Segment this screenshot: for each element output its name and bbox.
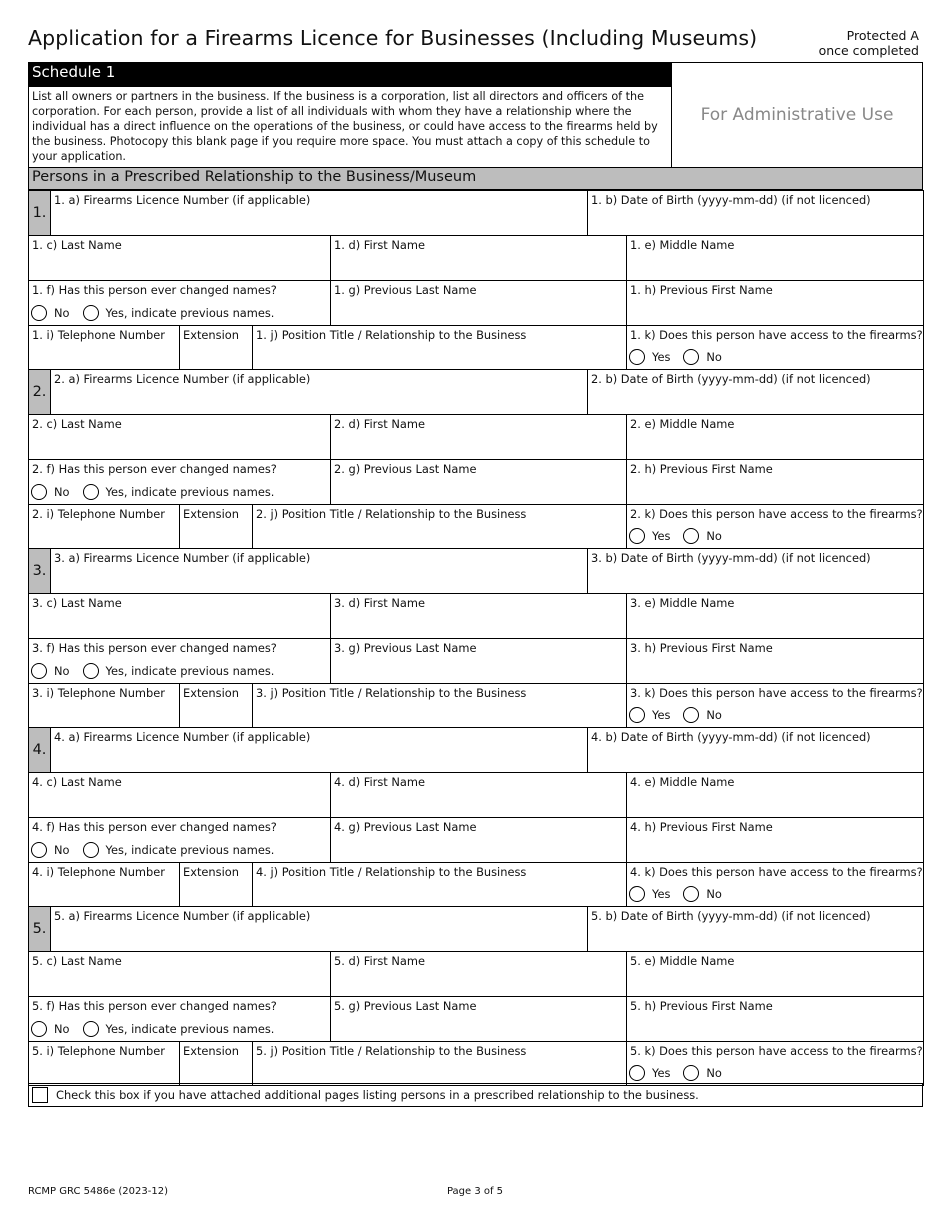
- person-5-extension-field-label: Extension: [183, 1044, 239, 1058]
- person-1-changed-names-options: [31, 305, 287, 321]
- person-1-middle-name-field-label: 1. e) Middle Name: [630, 238, 735, 252]
- person-5-number: 5.: [28, 906, 51, 952]
- person-4-middle-name-field[interactable]: [626, 772, 924, 818]
- person-3-number: 3.: [28, 548, 51, 594]
- person-4-previous-last-name-field[interactable]: [330, 817, 627, 863]
- person-3-previous-last-name-field[interactable]: [330, 638, 627, 684]
- person-5-firearms-access-label: 5. k) Does this person have access to the firearms?: [630, 1044, 923, 1058]
- person-3-licence-field-label: 3. a) Firearms Licence Number (if applicable): [54, 551, 311, 565]
- person-3-dob-field[interactable]: [587, 548, 924, 594]
- person-2-dob-field-label: 2. b) Date of Birth (yyyy-mm-dd) (if not licenced): [591, 372, 871, 386]
- person-4-previous-last-name-field-label: 4. g) Previous Last Name: [334, 820, 477, 834]
- person-1-licence-field-label: 1. a) Firearms Licence Number (if applicable): [54, 193, 311, 207]
- person-2-number: 2.: [28, 369, 51, 415]
- form-title: Application for a Firearms Licence for Businesses (Including Museums): [28, 26, 758, 50]
- person-2-licence-field[interactable]: [50, 369, 588, 415]
- person-4-telephone-field-label: 4. i) Telephone Number: [32, 865, 165, 879]
- person-5-changed-yes-label: Yes, indicate previous names.: [105, 1022, 275, 1036]
- person-1-access-yes-radio[interactable]: [629, 349, 645, 365]
- person-5-licence-field-label: 5. a) Firearms Licence Number (if applicable): [54, 909, 311, 923]
- person-1-access-options: [629, 349, 735, 365]
- person-1-number: 1.: [28, 190, 51, 236]
- person-5-access-no-label: No: [706, 1066, 722, 1080]
- person-4-firearms-access-label: 4. k) Does this person have access to the firearms?: [630, 865, 923, 879]
- person-1-changed-yes-label: Yes, indicate previous names.: [105, 306, 275, 320]
- person-3-last-name-field-label: 3. c) Last Name: [32, 596, 122, 610]
- person-5-first-name-field[interactable]: [330, 951, 627, 997]
- person-2-access-yes-radio[interactable]: [629, 528, 645, 544]
- person-2-changed-no-radio[interactable]: [31, 484, 47, 500]
- person-2-changed-no-label: No: [54, 485, 70, 499]
- person-2-access-options: [629, 528, 735, 544]
- person-3-licence-field[interactable]: [50, 548, 588, 594]
- person-1-changed-no-label: No: [54, 306, 70, 320]
- person-2-firearms-access-label: 2. k) Does this person have access to the firearms?: [630, 507, 923, 521]
- person-3-first-name-field[interactable]: [330, 593, 627, 639]
- person-5-changed-no-label: No: [54, 1022, 70, 1036]
- person-3-changed-yes-label: Yes, indicate previous names.: [105, 664, 275, 678]
- person-3-first-name-field-label: 3. d) First Name: [334, 596, 425, 610]
- person-2-first-name-field[interactable]: [330, 414, 627, 460]
- person-1-changed-names-label: 1. f) Has this person ever changed names?: [32, 283, 277, 297]
- person-1-position-field-label: 1. j) Position Title / Relationship to the Business: [256, 328, 527, 342]
- person-4-licence-field-label: 4. a) Firearms Licence Number (if applicable): [54, 730, 311, 744]
- attached-pages-label: Check this box if you have attached additional pages listing persons in a prescribed relationship to the business.: [56, 1088, 699, 1102]
- person-5-licence-field[interactable]: [50, 906, 588, 952]
- person-3-last-name-field[interactable]: [28, 593, 331, 639]
- person-2-previous-first-name-field[interactable]: [626, 459, 924, 505]
- person-4-changed-no-radio[interactable]: [31, 842, 47, 858]
- person-1-first-name-field-label: 1. d) First Name: [334, 238, 425, 252]
- person-5-previous-first-name-field-label: 5. h) Previous First Name: [630, 999, 773, 1013]
- attached-pages-checkbox[interactable]: [32, 1087, 48, 1103]
- person-2-previous-last-name-field[interactable]: [330, 459, 627, 505]
- person-5-firearms-access: [626, 1041, 924, 1086]
- person-4-changed-names-label: 4. f) Has this person ever changed names?: [32, 820, 277, 834]
- person-4-access-no-label: No: [706, 887, 722, 901]
- person-4-changed-yes-label: Yes, indicate previous names.: [105, 843, 275, 857]
- person-4-dob-field-label: 4. b) Date of Birth (yyyy-mm-dd) (if not licenced): [591, 730, 871, 744]
- person-4-last-name-field[interactable]: [28, 772, 331, 818]
- person-1-changed-names: [28, 280, 331, 326]
- person-4-first-name-field-label: 4. d) First Name: [334, 775, 425, 789]
- person-1-telephone-field[interactable]: [28, 325, 180, 370]
- protected-notice: [819, 28, 919, 58]
- schedule-heading: Schedule 1: [28, 62, 671, 87]
- person-5-middle-name-field-label: 5. e) Middle Name: [630, 954, 735, 968]
- person-1-access-no-radio[interactable]: [683, 349, 699, 365]
- person-3-position-field-label: 3. j) Position Title / Relationship to the Business: [256, 686, 527, 700]
- person-5-access-yes-radio[interactable]: [629, 1065, 645, 1081]
- person-4-dob-field[interactable]: [587, 727, 924, 773]
- person-4-number: 4.: [28, 727, 51, 773]
- schedule-instructions: List all owners or partners in the business. If the business is a corporation, list all directors and officers of the corporation. For each person, provide a list of all individuals with whom they have a relationship where the individual has a direct influence on the operations of the business, or could have access to the firearms held by the business. Photocopy this blank page if you require more space. You must attach a copy of this schedule to your application.: [28, 87, 671, 167]
- page-number: Page 3 of 5: [446, 1186, 504, 1197]
- person-1-extension-field[interactable]: [179, 325, 253, 370]
- person-3-access-yes-radio[interactable]: [629, 707, 645, 723]
- person-4-changed-yes-radio[interactable]: [83, 842, 99, 858]
- person-2-middle-name-field-label: 2. e) Middle Name: [630, 417, 735, 431]
- person-2-position-field-label: 2. j) Position Title / Relationship to the Business: [256, 507, 527, 521]
- person-3-access-no-label: No: [706, 708, 722, 722]
- person-4-telephone-field[interactable]: [28, 862, 180, 907]
- person-3-position-field[interactable]: [252, 683, 627, 728]
- person-1-access-no-label: No: [706, 350, 722, 364]
- person-3-access-no-radio[interactable]: [683, 707, 699, 723]
- person-5-changed-names: [28, 996, 331, 1042]
- person-1-first-name-field[interactable]: [330, 235, 627, 281]
- person-4-middle-name-field-label: 4. e) Middle Name: [630, 775, 735, 789]
- person-5-middle-name-field[interactable]: [626, 951, 924, 997]
- person-2-dob-field[interactable]: [587, 369, 924, 415]
- person-1-dob-field[interactable]: [587, 190, 924, 236]
- person-2-last-name-field[interactable]: [28, 414, 331, 460]
- person-5-access-options: [629, 1065, 735, 1081]
- person-5-telephone-field-label: 5. i) Telephone Number: [32, 1044, 165, 1058]
- person-3-firearms-access-label: 3. k) Does this person have access to the firearms?: [630, 686, 923, 700]
- person-1-previous-last-name-field[interactable]: [330, 280, 627, 326]
- person-1-access-yes-label: Yes: [652, 350, 671, 364]
- person-2-changed-yes-radio[interactable]: [83, 484, 99, 500]
- person-1-last-name-field[interactable]: [28, 235, 331, 281]
- person-4-access-yes-label: Yes: [652, 887, 671, 901]
- person-4-access-options: [629, 886, 735, 902]
- person-4-previous-first-name-field[interactable]: [626, 817, 924, 863]
- person-1-telephone-field-label: 1. i) Telephone Number: [32, 328, 165, 342]
- person-1-middle-name-field[interactable]: [626, 235, 924, 281]
- person-3-changed-names-label: 3. f) Has this person ever changed names?: [32, 641, 277, 655]
- person-2-previous-first-name-field-label: 2. h) Previous First Name: [630, 462, 773, 476]
- person-2-firearms-access: [626, 504, 924, 549]
- person-3-changed-names-options: [31, 663, 287, 679]
- person-5-last-name-field-label: 5. c) Last Name: [32, 954, 122, 968]
- person-3-changed-no-label: No: [54, 664, 70, 678]
- person-3-access-yes-label: Yes: [652, 708, 671, 722]
- person-3-extension-field[interactable]: [179, 683, 253, 728]
- person-2-access-no-label: No: [706, 529, 722, 543]
- person-1-changed-yes-radio[interactable]: [83, 305, 99, 321]
- person-5-previous-last-name-field[interactable]: [330, 996, 627, 1042]
- person-5-extension-field[interactable]: [179, 1041, 253, 1086]
- person-4-position-field-label: 4. j) Position Title / Relationship to the Business: [256, 865, 527, 879]
- person-3-extension-field-label: Extension: [183, 686, 239, 700]
- person-5-position-field-label: 5. j) Position Title / Relationship to the Business: [256, 1044, 527, 1058]
- person-2-telephone-field-label: 2. i) Telephone Number: [32, 507, 165, 521]
- person-2-position-field[interactable]: [252, 504, 627, 549]
- person-1-licence-field[interactable]: [50, 190, 588, 236]
- person-4-changed-names-options: [31, 842, 287, 858]
- person-3-telephone-field-label: 3. i) Telephone Number: [32, 686, 165, 700]
- person-4-changed-no-label: No: [54, 843, 70, 857]
- person-5-first-name-field-label: 5. d) First Name: [334, 954, 425, 968]
- person-5-access-yes-label: Yes: [652, 1066, 671, 1080]
- person-4-position-field[interactable]: [252, 862, 627, 907]
- person-1-last-name-field-label: 1. c) Last Name: [32, 238, 122, 252]
- person-5-dob-field-label: 5. b) Date of Birth (yyyy-mm-dd) (if not licenced): [591, 909, 871, 923]
- person-1-changed-no-radio[interactable]: [31, 305, 47, 321]
- person-4-access-yes-radio[interactable]: [629, 886, 645, 902]
- person-1-dob-field-label: 1. b) Date of Birth (yyyy-mm-dd) (if not licenced): [591, 193, 871, 207]
- person-2-licence-field-label: 2. a) Firearms Licence Number (if applicable): [54, 372, 311, 386]
- person-3-changed-yes-radio[interactable]: [83, 663, 99, 679]
- person-5-previous-last-name-field-label: 5. g) Previous Last Name: [334, 999, 477, 1013]
- person-2-first-name-field-label: 2. d) First Name: [334, 417, 425, 431]
- person-4-licence-field[interactable]: [50, 727, 588, 773]
- person-4-access-no-radio[interactable]: [683, 886, 699, 902]
- person-5-telephone-field[interactable]: [28, 1041, 180, 1086]
- person-2-last-name-field-label: 2. c) Last Name: [32, 417, 122, 431]
- person-5-position-field[interactable]: [252, 1041, 627, 1086]
- person-3-firearms-access: [626, 683, 924, 728]
- person-3-dob-field-label: 3. b) Date of Birth (yyyy-mm-dd) (if not licenced): [591, 551, 871, 565]
- person-5-last-name-field[interactable]: [28, 951, 331, 997]
- person-3-changed-names: [28, 638, 331, 684]
- person-3-access-options: [629, 707, 735, 723]
- person-5-changed-names-label: 5. f) Has this person ever changed names?: [32, 999, 277, 1013]
- admin-use-box: [671, 62, 923, 168]
- person-2-previous-last-name-field-label: 2. g) Previous Last Name: [334, 462, 477, 476]
- person-3-previous-first-name-field[interactable]: [626, 638, 924, 684]
- person-3-previous-last-name-field-label: 3. g) Previous Last Name: [334, 641, 477, 655]
- person-4-firearms-access: [626, 862, 924, 907]
- protected-line-1: Protected A: [846, 28, 919, 43]
- attached-pages-row: [28, 1083, 923, 1107]
- person-2-middle-name-field[interactable]: [626, 414, 924, 460]
- person-5-dob-field[interactable]: [587, 906, 924, 952]
- person-4-previous-first-name-field-label: 4. h) Previous First Name: [630, 820, 773, 834]
- person-5-changed-names-options: [31, 1021, 287, 1037]
- person-1-firearms-access: [626, 325, 924, 370]
- person-2-changed-names-label: 2. f) Has this person ever changed names?: [32, 462, 277, 476]
- person-2-telephone-field[interactable]: [28, 504, 180, 549]
- person-4-last-name-field-label: 4. c) Last Name: [32, 775, 122, 789]
- person-4-changed-names: [28, 817, 331, 863]
- person-4-extension-field[interactable]: [179, 862, 253, 907]
- person-2-access-no-radio[interactable]: [683, 528, 699, 544]
- person-2-extension-field-label: Extension: [183, 507, 239, 521]
- person-1-previous-first-name-field[interactable]: [626, 280, 924, 326]
- person-2-changed-names-options: [31, 484, 287, 500]
- person-5-previous-first-name-field[interactable]: [626, 996, 924, 1042]
- person-4-first-name-field[interactable]: [330, 772, 627, 818]
- person-5-changed-no-radio[interactable]: [31, 1021, 47, 1037]
- person-2-changed-names: [28, 459, 331, 505]
- person-3-previous-first-name-field-label: 3. h) Previous First Name: [630, 641, 773, 655]
- admin-use-label: For Administrative Use: [700, 105, 894, 125]
- person-2-extension-field[interactable]: [179, 504, 253, 549]
- person-4-extension-field-label: Extension: [183, 865, 239, 879]
- section-heading: Persons in a Prescribed Relationship to the Business/Museum: [28, 167, 923, 190]
- person-3-changed-no-radio[interactable]: [31, 663, 47, 679]
- person-1-previous-last-name-field-label: 1. g) Previous Last Name: [334, 283, 477, 297]
- person-1-previous-first-name-field-label: 1. h) Previous First Name: [630, 283, 773, 297]
- person-3-middle-name-field[interactable]: [626, 593, 924, 639]
- person-1-position-field[interactable]: [252, 325, 627, 370]
- person-1-firearms-access-label: 1. k) Does this person have access to the firearms?: [630, 328, 923, 342]
- person-3-middle-name-field-label: 3. e) Middle Name: [630, 596, 735, 610]
- person-1-extension-field-label: Extension: [183, 328, 239, 342]
- person-5-access-no-radio[interactable]: [683, 1065, 699, 1081]
- person-3-telephone-field[interactable]: [28, 683, 180, 728]
- person-5-changed-yes-radio[interactable]: [83, 1021, 99, 1037]
- person-2-changed-yes-label: Yes, indicate previous names.: [105, 485, 275, 499]
- person-2-access-yes-label: Yes: [652, 529, 671, 543]
- protected-line-2: once completed: [818, 43, 919, 58]
- form-id: RCMP GRC 5486e (2023-12): [28, 1186, 168, 1197]
